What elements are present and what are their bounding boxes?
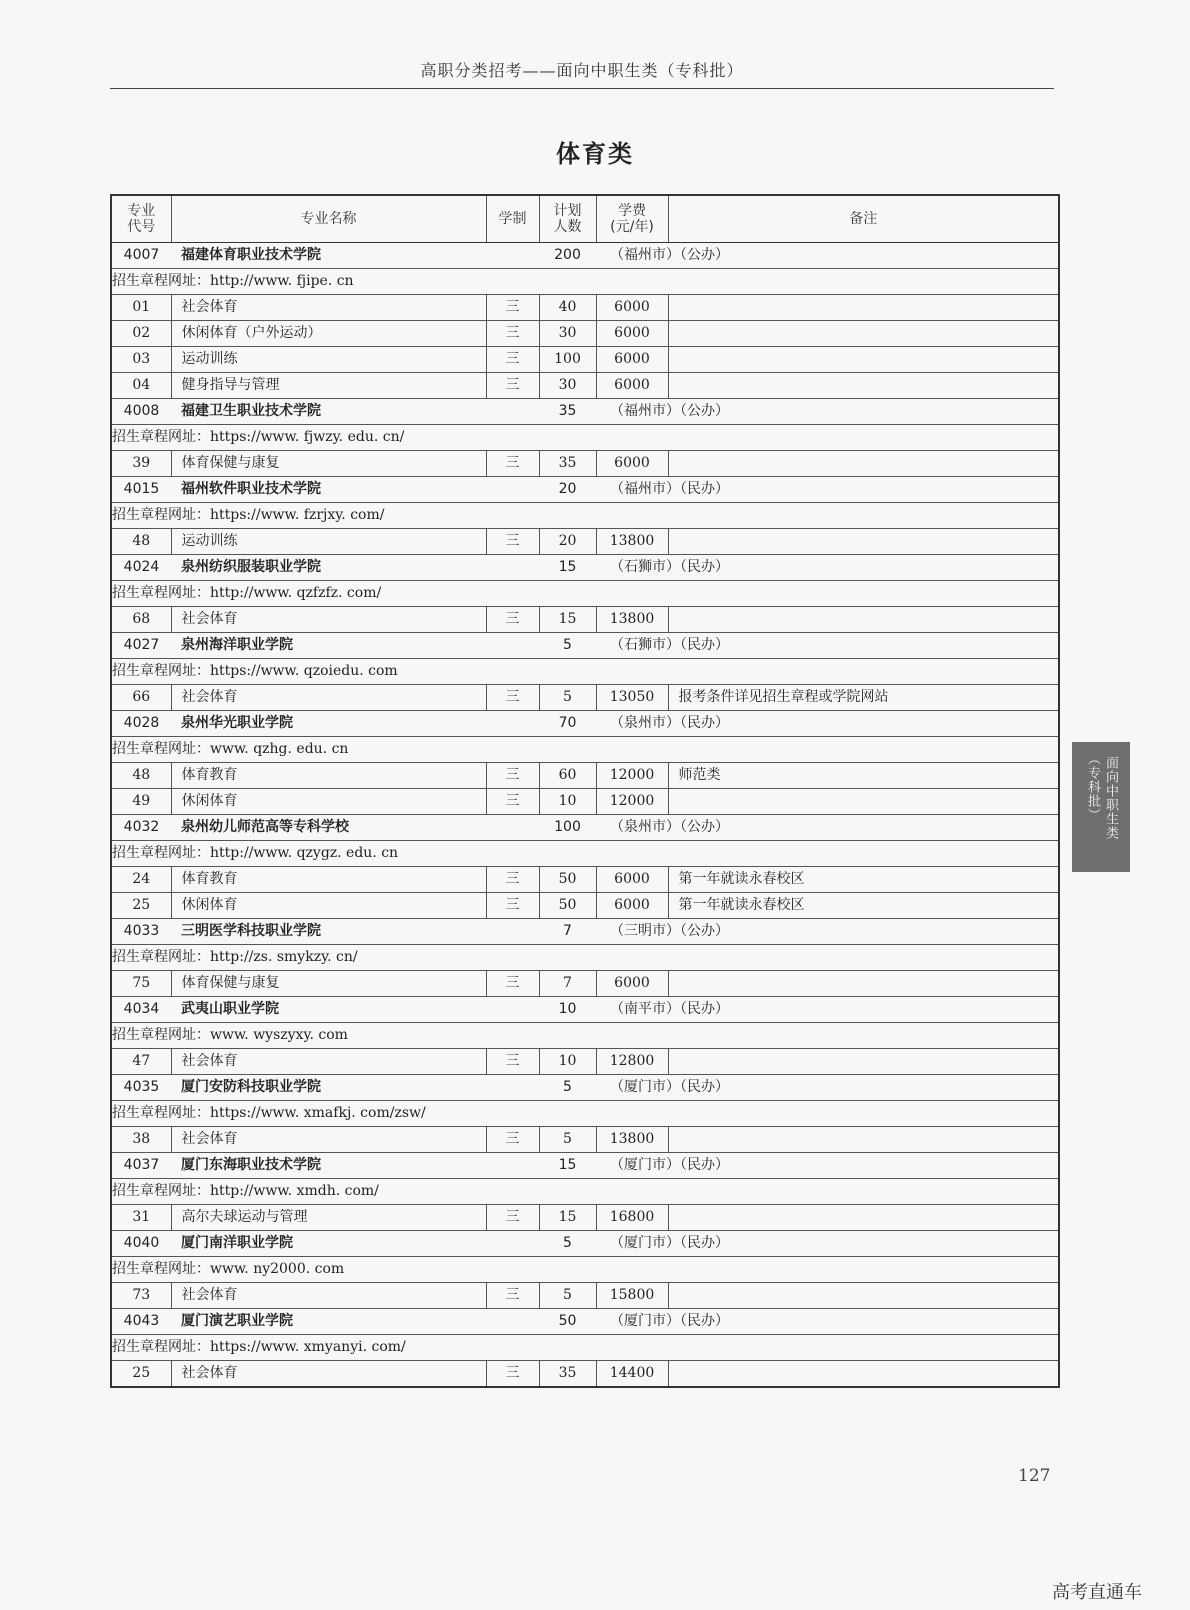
- major-row: [111, 529, 1059, 555]
- school-url-link[interactable]: https://www. qzoiedu. com: [210, 663, 398, 679]
- school-url-row: [111, 1101, 1059, 1127]
- url-label: 招生章程网址：: [112, 1339, 210, 1355]
- school-plan: 35: [539, 399, 596, 425]
- section-title: 体育类: [556, 140, 634, 168]
- major-name: 体育保健与康复: [171, 451, 486, 477]
- school-url-row: [111, 1179, 1059, 1205]
- major-row: [111, 607, 1059, 633]
- school-url-row: [111, 737, 1059, 763]
- major-plan: 15: [539, 607, 596, 633]
- major-code: 49: [111, 789, 171, 815]
- major-code: 04: [111, 373, 171, 399]
- school-name: 泉州海洋职业学院: [171, 633, 539, 659]
- major-remark: [668, 1205, 1059, 1231]
- major-duration: 三: [486, 347, 539, 373]
- school-url-cell: [111, 945, 1059, 971]
- major-remark: [668, 1361, 1059, 1388]
- school-url-link[interactable]: https://www. xmafkj. com/zsw/: [210, 1105, 426, 1121]
- school-plan: 10: [539, 997, 596, 1023]
- school-code: 4034: [111, 997, 171, 1023]
- major-remark: [668, 321, 1059, 347]
- major-plan: 40: [539, 295, 596, 321]
- school-url-row: [111, 1335, 1059, 1361]
- major-row: [111, 893, 1059, 919]
- school-url-link[interactable]: http://zs. smykzy. cn/: [210, 949, 358, 965]
- major-duration: 三: [486, 1283, 539, 1309]
- school-plan: 5: [539, 1231, 596, 1257]
- school-row: [111, 399, 1059, 425]
- school-url-link[interactable]: http://www. fjipe. cn: [210, 273, 354, 289]
- major-duration: 三: [486, 529, 539, 555]
- school-plan: 5: [539, 1075, 596, 1101]
- major-name: 运动训练: [171, 347, 486, 373]
- major-row: [111, 347, 1059, 373]
- major-plan: 10: [539, 789, 596, 815]
- url-label: 招生章程网址：: [112, 845, 210, 861]
- major-row: [111, 789, 1059, 815]
- major-fee: 13800: [596, 529, 668, 555]
- major-plan: 15: [539, 1205, 596, 1231]
- school-row: [111, 919, 1059, 945]
- school-code: 4024: [111, 555, 171, 581]
- school-code: 4040: [111, 1231, 171, 1257]
- url-label: 招生章程网址：: [112, 663, 210, 679]
- school-url-link[interactable]: https://www. fzrjxy. com/: [210, 507, 385, 523]
- major-duration: 三: [486, 607, 539, 633]
- major-duration: 三: [486, 971, 539, 997]
- major-name: 健身指导与管理: [171, 373, 486, 399]
- school-row: [111, 1309, 1059, 1335]
- major-plan: 30: [539, 373, 596, 399]
- school-url-cell: [111, 503, 1059, 529]
- school-name: 武夷山职业学院: [171, 997, 539, 1023]
- school-row: [111, 1231, 1059, 1257]
- school-url-row: [111, 503, 1059, 529]
- major-fee: 6000: [596, 867, 668, 893]
- major-name: 运动训练: [171, 529, 486, 555]
- header-code: 专业 代号: [111, 195, 171, 243]
- school-code: 4037: [111, 1153, 171, 1179]
- major-remark: [668, 451, 1059, 477]
- enrollment-table: [110, 194, 1060, 1388]
- school-url-row: [111, 841, 1059, 867]
- major-fee: 13800: [596, 1127, 668, 1153]
- major-plan: 50: [539, 867, 596, 893]
- school-url-row: [111, 1023, 1059, 1049]
- major-plan: 100: [539, 347, 596, 373]
- major-duration: 三: [486, 295, 539, 321]
- major-remark: [668, 607, 1059, 633]
- major-row: [111, 1361, 1059, 1388]
- url-label: 招生章程网址：: [112, 507, 210, 523]
- major-code: 48: [111, 529, 171, 555]
- url-label: 招生章程网址：: [112, 1105, 210, 1121]
- school-location: （厦门市）（民办）: [596, 1309, 1059, 1335]
- school-code: 4027: [111, 633, 171, 659]
- major-name: 社会体育: [171, 607, 486, 633]
- major-name: 社会体育: [171, 295, 486, 321]
- major-plan: 35: [539, 1361, 596, 1388]
- school-name: 厦门南洋职业学院: [171, 1231, 539, 1257]
- school-url-link[interactable]: www. wyszyxy. com: [210, 1027, 348, 1043]
- url-label: 招生章程网址：: [112, 429, 210, 445]
- major-remark: [668, 295, 1059, 321]
- school-url-cell: [111, 841, 1059, 867]
- major-fee: 6000: [596, 321, 668, 347]
- major-fee: 12800: [596, 1049, 668, 1075]
- major-fee: 6000: [596, 295, 668, 321]
- url-label: 招生章程网址：: [112, 1261, 210, 1277]
- major-remark: [668, 529, 1059, 555]
- major-code: 25: [111, 893, 171, 919]
- major-name: 体育教育: [171, 763, 486, 789]
- header-duration: 学制: [486, 195, 539, 243]
- school-code: 4032: [111, 815, 171, 841]
- major-duration: 三: [486, 1205, 539, 1231]
- school-location: （福州市）（公办）: [596, 399, 1059, 425]
- major-row: [111, 1205, 1059, 1231]
- major-plan: 50: [539, 893, 596, 919]
- major-plan: 5: [539, 685, 596, 711]
- major-row: [111, 763, 1059, 789]
- major-name: 休闲体育（户外运动）: [171, 321, 486, 347]
- school-plan: 7: [539, 919, 596, 945]
- school-plan: 15: [539, 1153, 596, 1179]
- major-duration: 三: [486, 789, 539, 815]
- school-url-cell: [111, 659, 1059, 685]
- page-number: 127: [1018, 1466, 1051, 1486]
- major-code: 24: [111, 867, 171, 893]
- school-plan: 50: [539, 1309, 596, 1335]
- major-code: 31: [111, 1205, 171, 1231]
- major-row: [111, 321, 1059, 347]
- major-row: [111, 1283, 1059, 1309]
- major-code: 66: [111, 685, 171, 711]
- school-plan: 100: [539, 815, 596, 841]
- school-row: [111, 997, 1059, 1023]
- school-location: （福州市）（民办）: [596, 477, 1059, 503]
- school-url-cell: [111, 1023, 1059, 1049]
- major-remark: [668, 1127, 1059, 1153]
- side-tab-category: 面向中职生类: [1103, 756, 1118, 840]
- school-url-row: [111, 659, 1059, 685]
- major-code: 48: [111, 763, 171, 789]
- school-code: 4007: [111, 243, 171, 269]
- major-name: 体育教育: [171, 867, 486, 893]
- url-label: 招生章程网址：: [112, 1183, 210, 1199]
- header-remark: 备注: [668, 195, 1059, 243]
- major-remark: [668, 789, 1059, 815]
- school-plan: 70: [539, 711, 596, 737]
- table-header-row: [111, 195, 1059, 243]
- url-label: 招生章程网址：: [112, 585, 210, 601]
- major-row: [111, 295, 1059, 321]
- school-name: 泉州纺织服装职业学院: [171, 555, 539, 581]
- school-url-cell: [111, 1179, 1059, 1205]
- school-name: 福建体育职业技术学院: [171, 243, 539, 269]
- major-fee: 6000: [596, 373, 668, 399]
- school-code: 4033: [111, 919, 171, 945]
- header-fee: 学费 (元/年): [596, 195, 668, 243]
- major-duration: 三: [486, 763, 539, 789]
- school-url-row: [111, 581, 1059, 607]
- school-row: [111, 243, 1059, 269]
- major-remark: 第一年就读永春校区: [668, 893, 1059, 919]
- url-label: 招生章程网址：: [112, 273, 210, 289]
- school-location: （福州市）（公办）: [596, 243, 1059, 269]
- major-remark: [668, 373, 1059, 399]
- school-row: [111, 711, 1059, 737]
- major-plan: 35: [539, 451, 596, 477]
- school-location: （三明市）（公办）: [596, 919, 1059, 945]
- major-code: 01: [111, 295, 171, 321]
- header-rule: [110, 88, 1054, 89]
- school-name: 泉州幼儿师范高等专科学校: [171, 815, 539, 841]
- major-name: 社会体育: [171, 1283, 486, 1309]
- major-row: [111, 971, 1059, 997]
- major-remark: [668, 1283, 1059, 1309]
- school-url-row: [111, 1257, 1059, 1283]
- school-code: 4008: [111, 399, 171, 425]
- major-fee: 13050: [596, 685, 668, 711]
- school-location: （石狮市）（民办）: [596, 555, 1059, 581]
- school-url-cell: [111, 581, 1059, 607]
- school-row: [111, 1153, 1059, 1179]
- major-name: 社会体育: [171, 1127, 486, 1153]
- school-url-cell: [111, 1257, 1059, 1283]
- major-name: 高尔夫球运动与管理: [171, 1205, 486, 1231]
- major-code: 38: [111, 1127, 171, 1153]
- major-remark: 报考条件详见招生章程或学院网站: [668, 685, 1059, 711]
- major-row: [111, 685, 1059, 711]
- major-name: 社会体育: [171, 685, 486, 711]
- major-remark: [668, 1049, 1059, 1075]
- school-name: 泉州华光职业学院: [171, 711, 539, 737]
- major-remark: [668, 347, 1059, 373]
- major-row: [111, 867, 1059, 893]
- school-url-link[interactable]: https://www. xmyanyi. com/: [210, 1339, 406, 1355]
- school-plan: 20: [539, 477, 596, 503]
- major-code: 39: [111, 451, 171, 477]
- school-url-link[interactable]: www. ny2000. com: [210, 1261, 345, 1277]
- major-code: 75: [111, 971, 171, 997]
- side-tab-batch: （专科批）: [1085, 752, 1100, 822]
- major-row: [111, 451, 1059, 477]
- major-fee: 12000: [596, 789, 668, 815]
- major-name: 社会体育: [171, 1361, 486, 1388]
- school-location: （厦门市）（民办）: [596, 1231, 1059, 1257]
- page-header: 高职分类招考——面向中职生类（专科批）: [420, 61, 744, 80]
- major-name: 体育保健与康复: [171, 971, 486, 997]
- school-location: （南平市）（民办）: [596, 997, 1059, 1023]
- school-url-link[interactable]: www. qzhg. edu. cn: [210, 741, 349, 757]
- major-code: 68: [111, 607, 171, 633]
- school-plan: 200: [539, 243, 596, 269]
- major-name: 休闲体育: [171, 789, 486, 815]
- url-label: 招生章程网址：: [112, 1027, 210, 1043]
- url-label: 招生章程网址：: [112, 741, 210, 757]
- school-url-cell: [111, 269, 1059, 295]
- school-location: （厦门市）（民办）: [596, 1075, 1059, 1101]
- major-name: 社会体育: [171, 1049, 486, 1075]
- school-url-cell: [111, 425, 1059, 451]
- side-tab: [1072, 742, 1130, 872]
- school-url-cell: [111, 1101, 1059, 1127]
- major-duration: 三: [486, 451, 539, 477]
- school-code: 4015: [111, 477, 171, 503]
- major-fee: 16800: [596, 1205, 668, 1231]
- major-plan: 5: [539, 1127, 596, 1153]
- major-plan: 20: [539, 529, 596, 555]
- major-code: 25: [111, 1361, 171, 1388]
- school-name: 厦门演艺职业学院: [171, 1309, 539, 1335]
- major-code: 03: [111, 347, 171, 373]
- school-location: （泉州市）（民办）: [596, 711, 1059, 737]
- watermark: 高考直通车: [1052, 1582, 1142, 1603]
- major-remark: 第一年就读永春校区: [668, 867, 1059, 893]
- school-url-row: [111, 425, 1059, 451]
- school-url-row: [111, 945, 1059, 971]
- major-fee: 6000: [596, 451, 668, 477]
- school-location: （泉州市）（公办）: [596, 815, 1059, 841]
- school-url-cell: [111, 737, 1059, 763]
- major-duration: 三: [486, 685, 539, 711]
- major-duration: 三: [486, 1127, 539, 1153]
- school-row: [111, 555, 1059, 581]
- major-plan: 60: [539, 763, 596, 789]
- header-plan: 计划 人数: [539, 195, 596, 243]
- school-name: 福建卫生职业技术学院: [171, 399, 539, 425]
- major-plan: 7: [539, 971, 596, 997]
- school-url-cell: [111, 1335, 1059, 1361]
- school-row: [111, 1075, 1059, 1101]
- school-code: 4043: [111, 1309, 171, 1335]
- school-code: 4035: [111, 1075, 171, 1101]
- school-name: 厦门东海职业技术学院: [171, 1153, 539, 1179]
- table-body: [111, 243, 1059, 1388]
- school-row: [111, 477, 1059, 503]
- major-plan: 5: [539, 1283, 596, 1309]
- major-duration: 三: [486, 321, 539, 347]
- url-label: 招生章程网址：: [112, 949, 210, 965]
- major-duration: 三: [486, 373, 539, 399]
- major-row: [111, 1049, 1059, 1075]
- major-duration: 三: [486, 893, 539, 919]
- major-duration: 三: [486, 1049, 539, 1075]
- major-remark: [668, 971, 1059, 997]
- major-remark: 师范类: [668, 763, 1059, 789]
- school-name: 福州软件职业技术学院: [171, 477, 539, 503]
- school-url-link[interactable]: http://www. qzygz. edu. cn: [210, 845, 399, 861]
- school-location: （石狮市）（民办）: [596, 633, 1059, 659]
- major-duration: 三: [486, 867, 539, 893]
- school-name: 三明医学科技职业学院: [171, 919, 539, 945]
- major-name: 休闲体育: [171, 893, 486, 919]
- school-row: [111, 633, 1059, 659]
- school-name: 厦门安防科技职业学院: [171, 1075, 539, 1101]
- school-location: （厦门市）（民办）: [596, 1153, 1059, 1179]
- major-row: [111, 1127, 1059, 1153]
- major-fee: 14400: [596, 1361, 668, 1388]
- major-plan: 10: [539, 1049, 596, 1075]
- school-plan: 5: [539, 633, 596, 659]
- school-url-link[interactable]: http://www. xmdh. com/: [210, 1183, 379, 1199]
- major-duration: 三: [486, 1361, 539, 1388]
- major-code: 47: [111, 1049, 171, 1075]
- major-plan: 30: [539, 321, 596, 347]
- school-url-link[interactable]: http://www. qzfzfz. com/: [210, 585, 382, 601]
- header-name: 专业名称: [171, 195, 486, 243]
- major-code: 73: [111, 1283, 171, 1309]
- major-fee: 15800: [596, 1283, 668, 1309]
- major-row: [111, 373, 1059, 399]
- school-row: [111, 815, 1059, 841]
- school-plan: 15: [539, 555, 596, 581]
- major-fee: 6000: [596, 347, 668, 373]
- major-fee: 6000: [596, 893, 668, 919]
- major-fee: 12000: [596, 763, 668, 789]
- major-fee: 6000: [596, 971, 668, 997]
- major-fee: 13800: [596, 607, 668, 633]
- major-code: 02: [111, 321, 171, 347]
- school-url-link[interactable]: https://www. fjwzy. edu. cn/: [210, 429, 405, 445]
- school-url-row: [111, 269, 1059, 295]
- school-code: 4028: [111, 711, 171, 737]
